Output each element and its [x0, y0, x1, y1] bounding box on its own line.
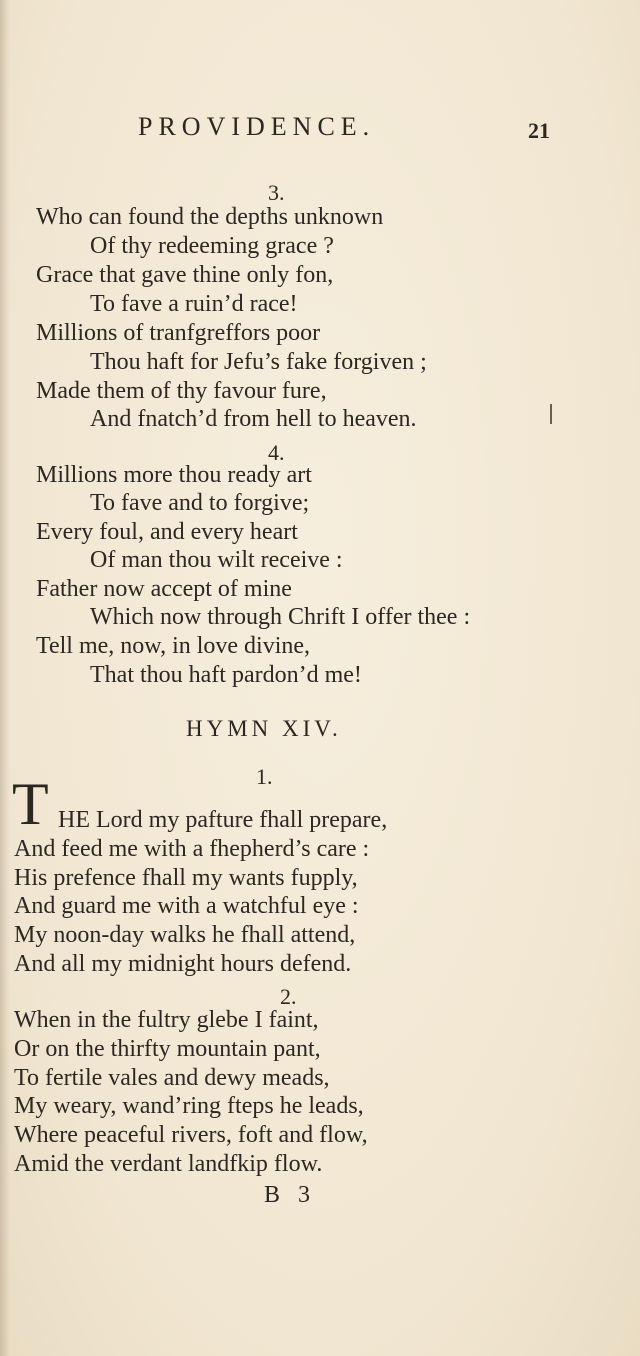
verse-line: Grace that gave thine only fon, [36, 262, 334, 288]
verse-line: Of man thou wilt receive : [90, 547, 343, 573]
verse-line: To fave and to forgive; [90, 490, 310, 516]
drop-capital-letter: T [12, 771, 49, 837]
page-header [0, 112, 640, 152]
verse-line: Every foul, and every heart [36, 519, 298, 545]
verse-line: That thou haft pardon’d me! [90, 662, 362, 688]
verse-line: Father now accept of mine [36, 576, 292, 602]
signature-mark: B 3 [264, 1182, 317, 1208]
verse-line: Millions more thou ready art [36, 462, 312, 488]
verse-line: Where peaceful rivers, foft and flow, [14, 1122, 368, 1148]
verse-line: And fnatch’d from hell to heaven. [90, 406, 417, 432]
verse-line: And all my midnight hours defend. [14, 951, 352, 977]
verse-line: Thou haft for Jefu’s fake forgiven ; [90, 349, 427, 375]
drop-capital [12, 771, 56, 837]
verse-line: And guard me with a watchful eye : [14, 893, 359, 919]
gutter-shadow [0, 0, 10, 1356]
verse-line: Millions of tranfgreffors poor [36, 320, 321, 346]
verse-line: To fave a ruin’d race! [90, 291, 298, 317]
verse-line: To fertile vales and dewy meads, [14, 1065, 330, 1091]
verse-line: Tell me, now, in love divine, [36, 633, 311, 659]
stanza-number: 2. [280, 984, 297, 1009]
verse-line: HE Lord my pafture fhall prepare, [58, 807, 388, 833]
stanza-number: 3. [268, 180, 285, 205]
hymn-title: HYMN XIV. [186, 716, 342, 741]
verse-line: Made them of thy favour fure, [36, 378, 327, 404]
running-title: PROVIDENCE. [138, 112, 376, 141]
verse-line: Of thy redeeming grace ? [90, 233, 334, 259]
verse-line: When in the fultry glebe I faint, [14, 1007, 319, 1033]
margin-mark [550, 404, 552, 424]
verse-line: Or on the thirfty mountain pant, [14, 1036, 321, 1062]
verse-line: And feed me with a fhepherd’s care : [14, 836, 370, 862]
verse-line: My weary, wand’ring fteps he leads, [14, 1093, 364, 1119]
verse-line: Who can found the depths unknown [36, 204, 384, 230]
page-number: 21 [528, 118, 550, 143]
verse-line: His prefence fhall my wants fupply, [14, 865, 358, 891]
stanza-number: 1. [256, 764, 273, 789]
verse-line: My noon-day walks he fhall attend, [14, 922, 356, 948]
stanza-number: 4. [268, 440, 285, 465]
verse-line: Which now through Chrift I offer thee : [90, 604, 471, 630]
verse-line: Amid the verdant landfkip flow. [14, 1151, 323, 1177]
